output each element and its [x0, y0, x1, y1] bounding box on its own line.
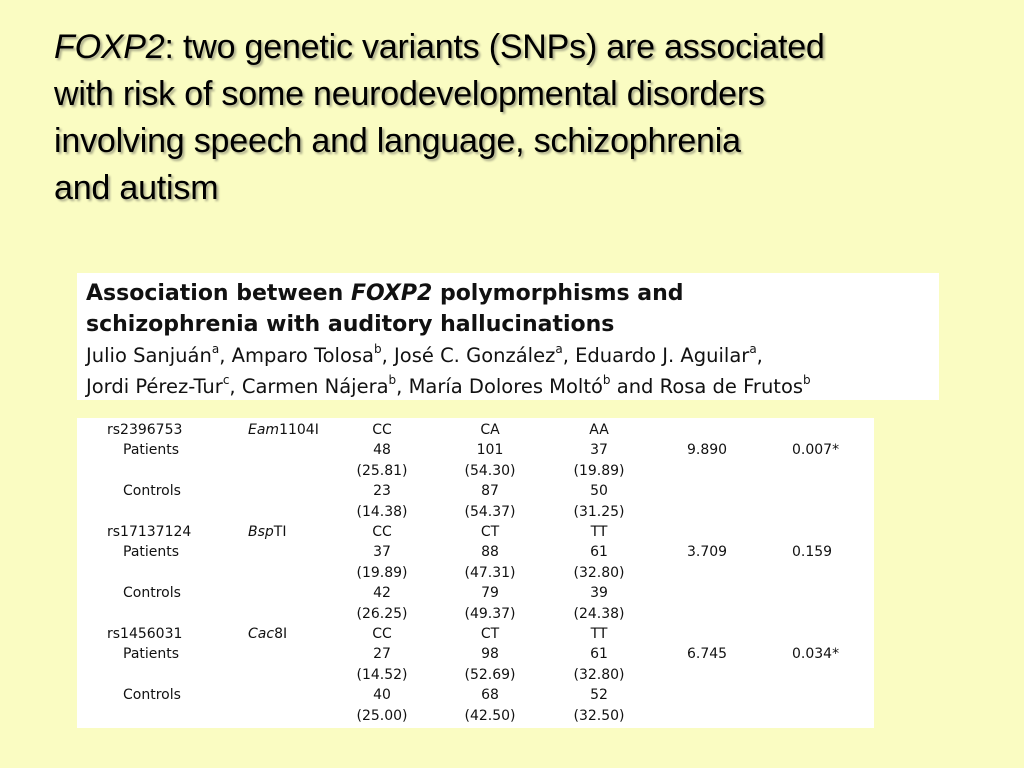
- group-label: Controls: [123, 687, 181, 704]
- author-separator: ,: [229, 375, 242, 398]
- author-name: María Dolores Moltó: [408, 375, 603, 398]
- author-name: Carmen Nájera: [241, 375, 389, 398]
- genotype-3-cell: TT: [590, 524, 608, 540]
- snp-id: rs17137124: [107, 524, 192, 540]
- paper-title: [86, 278, 939, 340]
- author-separator: ,: [756, 344, 763, 367]
- author-affiliation: b: [602, 373, 611, 387]
- author-name: Rosa de Frutos: [659, 375, 804, 398]
- restriction-enzyme: [248, 524, 286, 541]
- author-affiliation: a: [749, 342, 757, 356]
- genotype-1-cell: (26.25): [356, 605, 408, 622]
- authors-line-2: [86, 371, 939, 402]
- genotype-2-cell: (54.30): [464, 462, 516, 479]
- enzyme-rest-part: TI: [273, 524, 287, 540]
- enzyme-italic-part: Bsp: [248, 524, 274, 540]
- author-affiliation: b: [803, 373, 811, 387]
- genotype-1-cell: 27: [373, 646, 391, 663]
- genotype-2-cell: (49.37): [464, 605, 516, 622]
- authors-line-1: [86, 340, 939, 371]
- author-separator: ,: [381, 344, 395, 367]
- genotype-2-cell: CA: [480, 422, 500, 438]
- genotype-2-cell: CT: [480, 524, 500, 540]
- paper-title-suffix: polymorphisms and: [432, 281, 684, 306]
- title-line-1-text: : two genetic variants (SNPs) are associated: [164, 28, 825, 66]
- group-label: Patients: [123, 442, 180, 459]
- enzyme-rest-part: 1104I: [279, 422, 319, 438]
- author-affiliation: a: [555, 342, 563, 356]
- genotype-3-cell: (24.38): [573, 605, 625, 622]
- snp-id: rs1456031: [107, 626, 183, 642]
- enzyme-italic-part: Cac: [248, 626, 275, 642]
- genotype-3-cell: 37: [590, 442, 608, 459]
- genotype-2-cell: 68: [481, 687, 499, 704]
- genotype-1-cell: 40: [373, 687, 391, 704]
- enzyme-rest-part: 8I: [274, 626, 288, 642]
- slide-title-line-3: involving speech and language, schizophrenia: [54, 122, 741, 160]
- enzyme-italic-part: Eam: [248, 422, 280, 438]
- author-name: Julio Sanjuán: [86, 344, 212, 367]
- genotype-2-cell: (52.69): [464, 666, 516, 683]
- author-name: Jordi Pérez-Tur: [86, 375, 223, 398]
- genotype-2-cell: 101: [476, 442, 504, 459]
- genotype-1-cell: (14.38): [356, 503, 408, 520]
- genotype-1-cell: CC: [372, 626, 392, 642]
- genotype-2-cell: 88: [481, 544, 499, 561]
- genotype-3-cell: 52: [590, 687, 608, 704]
- group-label: Patients: [123, 544, 180, 561]
- author-separator: ,: [562, 344, 576, 367]
- genotype-table: [77, 418, 874, 728]
- slide-title-line-2: with risk of some neurodevelopmental disorders: [54, 75, 765, 113]
- restriction-enzyme: [248, 626, 287, 643]
- author-separator: ,: [219, 344, 232, 367]
- chi-square-value: 6.745: [687, 646, 728, 663]
- slide-title-line-4: and autism: [54, 169, 219, 207]
- paper-header-excerpt: [77, 273, 939, 400]
- genotype-2-cell: CT: [480, 626, 500, 642]
- restriction-enzyme: [248, 422, 319, 439]
- genotype-1-cell: (25.81): [356, 462, 408, 479]
- author-separator: ,: [396, 375, 409, 398]
- author-affiliation: a: [211, 342, 220, 356]
- paper-title-prefix: Association between: [86, 281, 351, 306]
- genotype-3-cell: AA: [589, 422, 609, 438]
- genotype-1-cell: (14.52): [356, 666, 408, 683]
- paper-title-line-1: [86, 278, 939, 309]
- p-value: 0.034*: [792, 646, 840, 663]
- chi-square-value: 3.709: [687, 544, 728, 561]
- genotype-3-cell: 61: [590, 544, 608, 561]
- genotype-2-cell: 98: [481, 646, 499, 663]
- author-affiliation: c: [222, 373, 230, 387]
- author-name: Amparo Tolosa: [231, 344, 374, 367]
- snp-id: rs2396753: [107, 422, 183, 438]
- slide-title-line-1: [54, 24, 994, 71]
- p-value: 0.159: [792, 544, 833, 561]
- genotype-3-cell: (19.89): [573, 462, 625, 479]
- author-name: Eduardo J. Aguilar: [575, 344, 750, 367]
- genotype-2-cell: (47.31): [464, 564, 516, 581]
- genotype-3-cell: (32.80): [573, 666, 625, 683]
- genotype-1-cell: CC: [372, 422, 392, 438]
- genotype-3-cell: (32.50): [573, 707, 625, 724]
- paper-title-line-2: schizophrenia with auditory hallucinations: [86, 312, 615, 337]
- paper-title-gene: FOXP2: [350, 281, 433, 306]
- slide-title: [54, 24, 994, 212]
- genotype-2-cell: 87: [481, 483, 499, 500]
- genotype-1-cell: 42: [373, 585, 391, 602]
- genotype-1-cell: 23: [373, 483, 391, 500]
- author-affiliation: b: [374, 342, 382, 356]
- genotype-1-cell: 48: [373, 442, 391, 459]
- genotype-1-cell: 37: [373, 544, 391, 561]
- chi-square-value: 9.890: [687, 442, 728, 459]
- title-gene-name: FOXP2: [54, 28, 165, 66]
- genotype-1-cell: CC: [372, 524, 392, 540]
- genotype-3-cell: (31.25): [573, 503, 625, 520]
- group-label: Controls: [123, 483, 181, 500]
- author-affiliation: b: [388, 373, 397, 387]
- genotype-1-cell: (19.89): [356, 564, 408, 581]
- group-label: Controls: [123, 585, 181, 602]
- genotype-2-cell: (54.37): [464, 503, 516, 520]
- group-label: Patients: [123, 646, 180, 663]
- author-separator: and: [610, 375, 660, 398]
- author-name: José C. González: [394, 344, 556, 367]
- genotype-2-cell: (42.50): [464, 707, 516, 724]
- genotype-3-cell: (32.80): [573, 564, 625, 581]
- genotype-2-cell: 79: [481, 585, 499, 602]
- genotype-3-cell: TT: [590, 626, 608, 642]
- genotype-3-cell: 50: [590, 483, 608, 500]
- genotype-3-cell: 61: [590, 646, 608, 663]
- genotype-3-cell: 39: [590, 585, 608, 602]
- genotype-1-cell: (25.00): [356, 707, 408, 724]
- p-value: 0.007*: [792, 442, 840, 459]
